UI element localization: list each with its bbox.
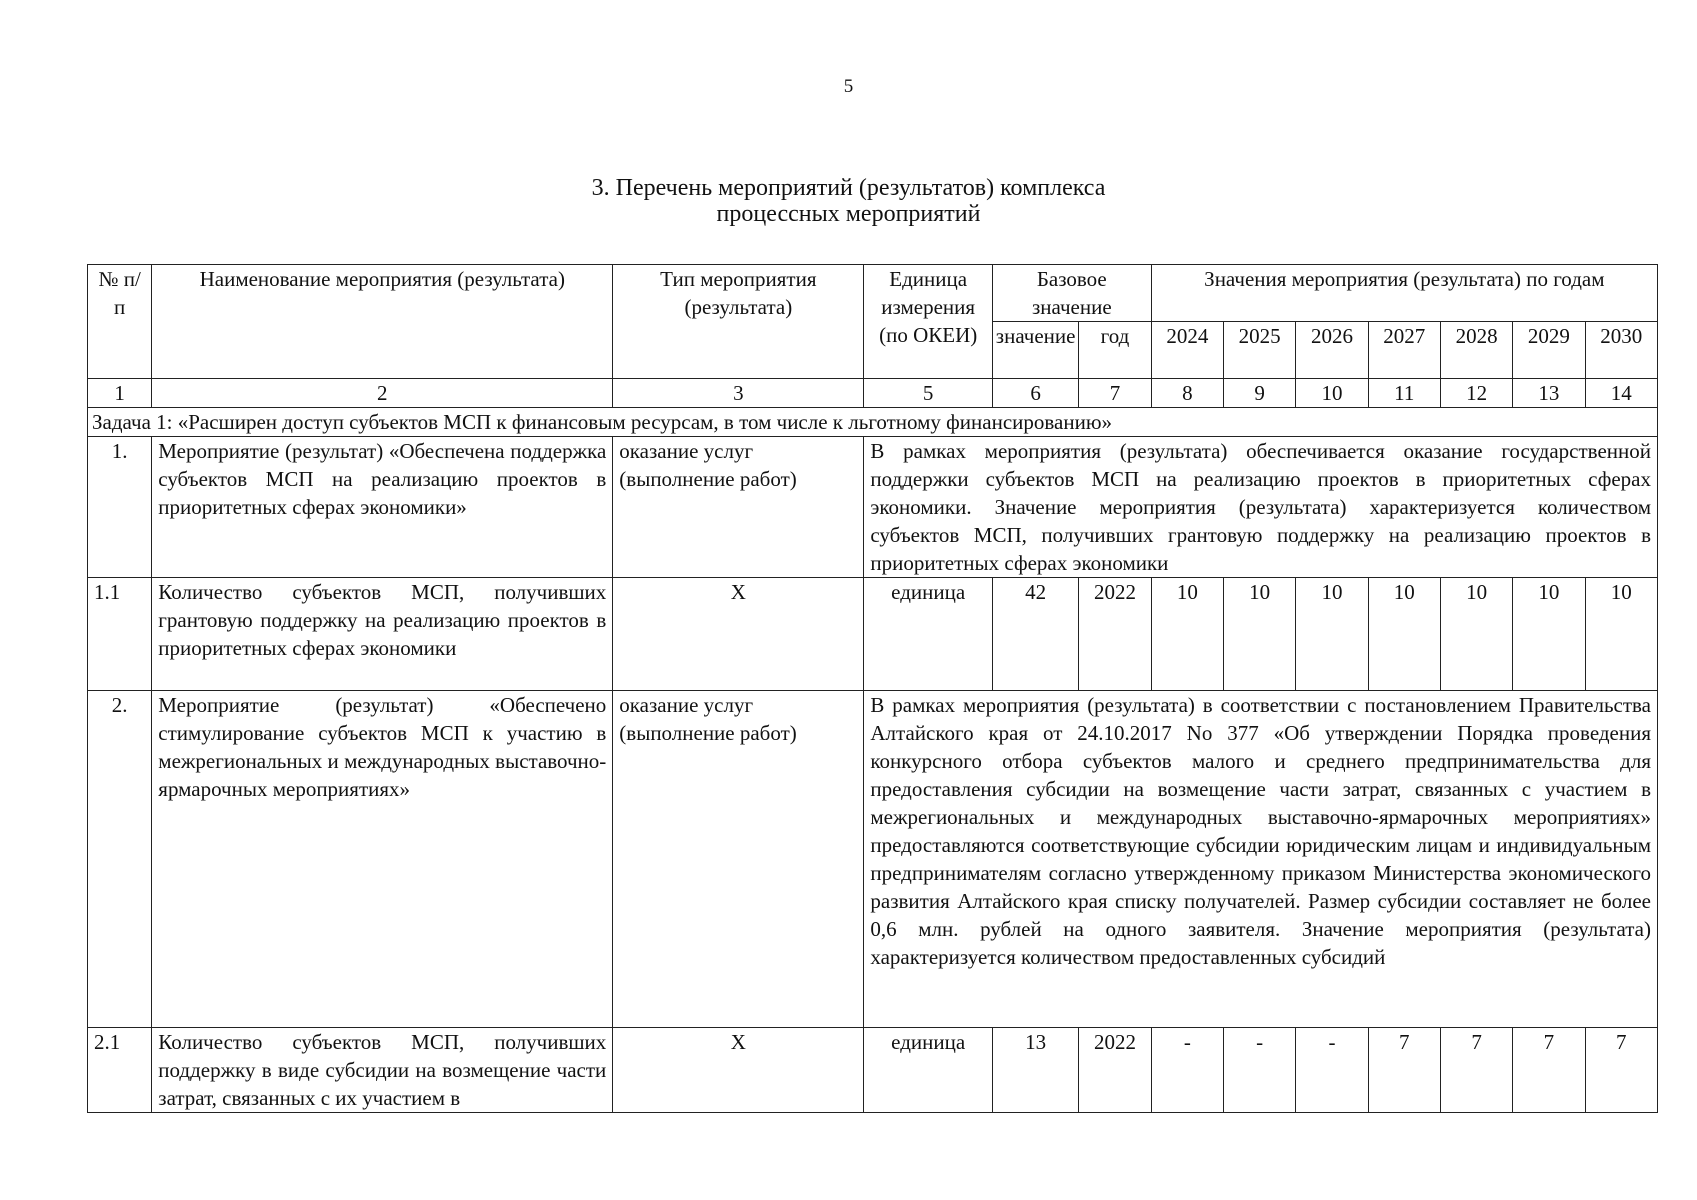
column-number: 2 xyxy=(152,379,613,408)
column-number: 10 xyxy=(1296,379,1368,408)
row-base-value: 42 xyxy=(992,578,1078,691)
header-base-value: значение xyxy=(992,322,1078,379)
document-title xyxy=(0,175,1697,227)
activities-table xyxy=(87,264,1658,1113)
row-value: 10 xyxy=(1223,578,1295,691)
header-year: 2025 xyxy=(1223,322,1295,379)
row-num: 1. xyxy=(88,437,152,578)
row-base-year: 2022 xyxy=(1079,1028,1151,1113)
row-value: 10 xyxy=(1585,578,1657,691)
row-unit: единица xyxy=(864,578,993,691)
column-number: 6 xyxy=(992,379,1078,408)
row-num: 1.1 xyxy=(88,578,152,691)
column-number: 3 xyxy=(613,379,864,408)
column-number: 9 xyxy=(1223,379,1295,408)
row-unit: единица xyxy=(864,1028,993,1113)
row-description: В рамках мероприятия (результата) в соответствии с постановлением Правительства Алтайского края от 24.10.2017 No 377 «Об утверждении Порядка проведения конкурсного отбора субъектов малого и среднего предпринимательства для предоставления субсидии на возмещение части затрат, связанных с участием в межрегиональных и международных выставочно-ярмарочных мероприятиях» предоставляются соответствующие субсидии юридическим лицам и индивидуальным предпринимателям согласно утвержденному приказом Министерства экономического развития Алтайского края списку получателей. Размер субсидии составляет не более 0,6 млн. рублей на одного заявителя. Значение мероприятия (результата) характеризуется количеством предоставленных субсидий xyxy=(864,691,1658,1028)
column-number: 14 xyxy=(1585,379,1657,408)
row-num: 2.1 xyxy=(88,1028,152,1113)
row-name: Мероприятие (результат) «Обеспечено стимулирование субъектов МСП к участию в межрегиональных и международных выставочно-ярмарочных мероприятиях» xyxy=(152,691,613,1028)
row-type: оказание услуг (выполнение работ) xyxy=(613,437,864,578)
column-numbers-row xyxy=(88,379,1658,408)
row-type: оказание услуг (выполнение работ) xyxy=(613,691,864,1028)
header-unit: Единица измерения (по ОКЕИ) xyxy=(864,265,993,379)
column-number: 11 xyxy=(1368,379,1440,408)
row-value: - xyxy=(1151,1028,1223,1113)
header-year: 2028 xyxy=(1440,322,1512,379)
row-base-year: 2022 xyxy=(1079,578,1151,691)
row-name: Количество субъектов МСП, получивших грантовую поддержку на реализацию проектов в приоритетных сферах экономики xyxy=(152,578,613,691)
header-values-by-year: Значения мероприятия (результата) по годам xyxy=(1151,265,1657,322)
row-name: Количество субъектов МСП, получивших поддержку в виде субсидии на возмещение части затрат, связанных с их участием в xyxy=(152,1028,613,1113)
header-row-1 xyxy=(88,265,1658,322)
header-year: 2026 xyxy=(1296,322,1368,379)
row-description: В рамках мероприятия (результата) обеспечивается оказание государственной поддержки субъектов МСП на реализацию проектов в приоритетных сферах экономики. Значение мероприятия (результата) характеризуется количеством субъектов МСП, получивших грантовую поддержку на реализацию проектов в приоритетных сферах экономики xyxy=(864,437,1658,578)
title-line-2: процессных мероприятий xyxy=(716,201,981,227)
column-number: 1 xyxy=(88,379,152,408)
title-line-1: 3. Перечень мероприятий (результатов) комплекса xyxy=(591,175,1106,201)
row-value: 10 xyxy=(1151,578,1223,691)
header-name: Наименование мероприятия (результата) xyxy=(152,265,613,379)
row-base-value: 13 xyxy=(992,1028,1078,1113)
header-num: № п/п xyxy=(88,265,152,379)
row-value: - xyxy=(1296,1028,1368,1113)
task-title: Задача 1: «Расширен доступ субъектов МСП к финансовым ресурсам, в том числе к льготному финансированию» xyxy=(88,408,1658,437)
row-value: 10 xyxy=(1440,578,1512,691)
column-number: 7 xyxy=(1079,379,1151,408)
table-row xyxy=(88,437,1658,578)
header-year: 2027 xyxy=(1368,322,1440,379)
row-name: Мероприятие (результат) «Обеспечена поддержка субъектов МСП на реализацию проектов в приоритетных сферах экономики» xyxy=(152,437,613,578)
row-value: 7 xyxy=(1368,1028,1440,1113)
row-type: Х xyxy=(613,1028,864,1113)
header-base: Базовое значение xyxy=(992,265,1151,322)
row-value: 7 xyxy=(1513,1028,1585,1113)
header-year: 2029 xyxy=(1513,322,1585,379)
row-value: 10 xyxy=(1296,578,1368,691)
header-year: 2030 xyxy=(1585,322,1657,379)
row-value: 7 xyxy=(1440,1028,1512,1113)
header-year: 2024 xyxy=(1151,322,1223,379)
column-number: 5 xyxy=(864,379,993,408)
row-type: Х xyxy=(613,578,864,691)
row-value: 7 xyxy=(1585,1028,1657,1113)
header-type: Тип мероприятия (результата) xyxy=(613,265,864,379)
row-value: - xyxy=(1223,1028,1295,1113)
table-row xyxy=(88,578,1658,691)
header-base-year: год xyxy=(1079,322,1151,379)
row-num: 2. xyxy=(88,691,152,1028)
task-row xyxy=(88,408,1658,437)
page-number: 5 xyxy=(843,76,854,97)
table-row xyxy=(88,691,1658,1028)
table-row xyxy=(88,1028,1658,1113)
column-number: 13 xyxy=(1513,379,1585,408)
row-value: 10 xyxy=(1368,578,1440,691)
row-value: 10 xyxy=(1513,578,1585,691)
column-number: 8 xyxy=(1151,379,1223,408)
column-number: 12 xyxy=(1440,379,1512,408)
